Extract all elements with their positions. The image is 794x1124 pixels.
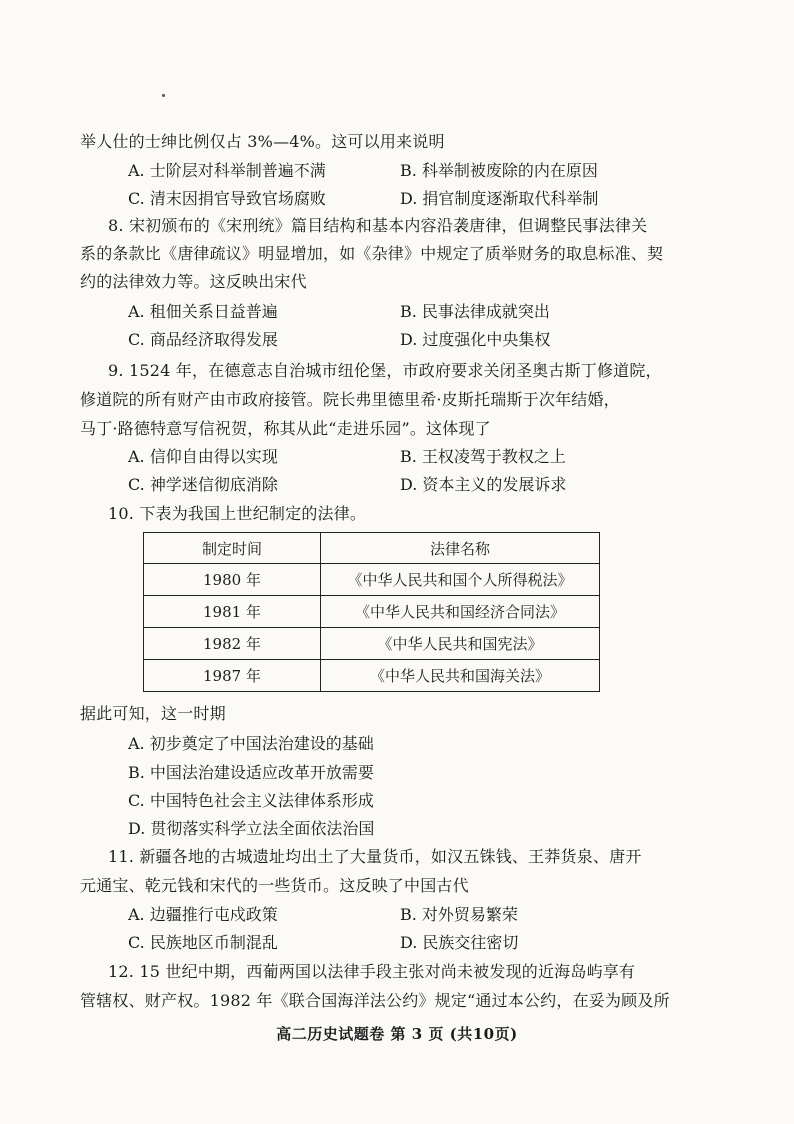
q7-option-d: D. 捐官制度逐渐取代科举制 <box>400 189 599 208</box>
table-cell-date: 1981 年 <box>144 596 321 628</box>
table-row <box>144 596 600 628</box>
q7-option-b: B. 科举制被废除的内在原因 <box>400 161 598 180</box>
q8-option-a: A. 租佃关系日益普遍 <box>128 302 278 321</box>
q8-stem-line1: 8. 宋初颁布的《宋刑统》篇目结构和基本内容沿袭唐律，但调整民事法律关 <box>108 216 648 235</box>
q7-option-c: C. 清末因捐官导致官场腐败 <box>128 189 326 208</box>
table-row <box>144 564 600 596</box>
q11-option-c: C. 民族地区币制混乱 <box>128 933 278 952</box>
table-header-law: 法律名称 <box>321 533 600 564</box>
table-cell-date: 1982 年 <box>144 628 321 660</box>
q10-option-c: C. 中国特色社会主义法律体系形成 <box>128 791 374 810</box>
q11-stem-line1: 11. 新疆各地的古城遗址均出土了大量货币，如汉五铢钱、王莽货泉、唐开 <box>108 847 642 866</box>
table-cell-law: 《中华人民共和国经济合同法》 <box>321 596 600 628</box>
laws-table <box>143 532 600 692</box>
table-cell-law: 《中华人民共和国个人所得税法》 <box>321 564 600 596</box>
q12-stem-line1: 12. 15 世纪中期，西葡两国以法律手段主张对尚未被发现的近海岛屿享有 <box>108 962 636 981</box>
q10-option-d: D. 贯彻落实科学立法全面依法治国 <box>128 819 375 838</box>
page-footer: 高二历史试题卷 第 3 页 (共10页) <box>276 1025 518 1043</box>
q8-option-c: C. 商品经济取得发展 <box>128 330 278 349</box>
table-row <box>144 660 600 692</box>
q8-option-b: B. 民事法律成就突出 <box>400 302 550 321</box>
q10-stem: 10. 下表为我国上世纪制定的法律。 <box>108 504 367 523</box>
q8-stem-line2: 系的条款比《唐律疏议》明显增加，如《杂律》中规定了质举财务的取息标准、契 <box>80 244 664 263</box>
q9-option-b: B. 王权凌驾于教权之上 <box>400 447 566 466</box>
q8-stem-line3: 约的法律效力等。这反映出宋代 <box>80 272 307 291</box>
table-cell-law: 《中华人民共和国宪法》 <box>321 628 600 660</box>
q9-option-d: D. 资本主义的发展诉求 <box>400 475 567 494</box>
q7-stem-tail: 举人仕的士绅比例仅占 3%—4%。这可以用来说明 <box>80 132 445 151</box>
table-header-date: 制定时间 <box>144 533 321 564</box>
q11-option-a: A. 边疆推行屯戍政策 <box>128 905 278 924</box>
table-cell-law: 《中华人民共和国海关法》 <box>321 660 600 692</box>
q7-option-a: A. 士阶层对科举制普遍不满 <box>128 161 326 180</box>
table-row <box>144 628 600 660</box>
q11-option-b: B. 对外贸易繁荣 <box>400 905 518 924</box>
q9-option-c: C. 神学迷信彻底消除 <box>128 475 278 494</box>
q11-option-d: D. 民族交往密切 <box>400 933 519 952</box>
q10-option-b: B. 中国法治建设适应改革开放需要 <box>128 763 374 782</box>
q10-option-a: A. 初步奠定了中国法治建设的基础 <box>128 734 374 753</box>
q8-option-d: D. 过度强化中央集权 <box>400 330 551 349</box>
q9-stem-line2: 修道院的所有财产由市政府接管。院长弗里德里希·皮斯托瑞斯于次年结婚， <box>80 390 620 409</box>
q9-stem-line1: 9. 1524 年，在德意志自治城市纽伦堡，市政府要求关闭圣奥古斯丁修道院， <box>108 361 662 380</box>
q10-stem-after-table: 据此可知，这一时期 <box>80 704 226 723</box>
q11-stem-line2: 元通宝、乾元钱和宋代的一些货币。这反映了中国古代 <box>80 876 469 895</box>
table-cell-date: 1987 年 <box>144 660 321 692</box>
scan-speck <box>162 94 165 97</box>
q12-stem-line2: 管辖权、财产权。1982 年《联合国海洋法公约》规定“通过本公约，在妥为顾及所 <box>80 991 670 1010</box>
q9-stem-line3: 马丁·路德特意写信祝贺，称其从此“走进乐园”。这体现了 <box>80 419 491 438</box>
table-cell-date: 1980 年 <box>144 564 321 596</box>
q9-option-a: A. 信仰自由得以实现 <box>128 447 278 466</box>
table-header-row <box>144 533 600 564</box>
